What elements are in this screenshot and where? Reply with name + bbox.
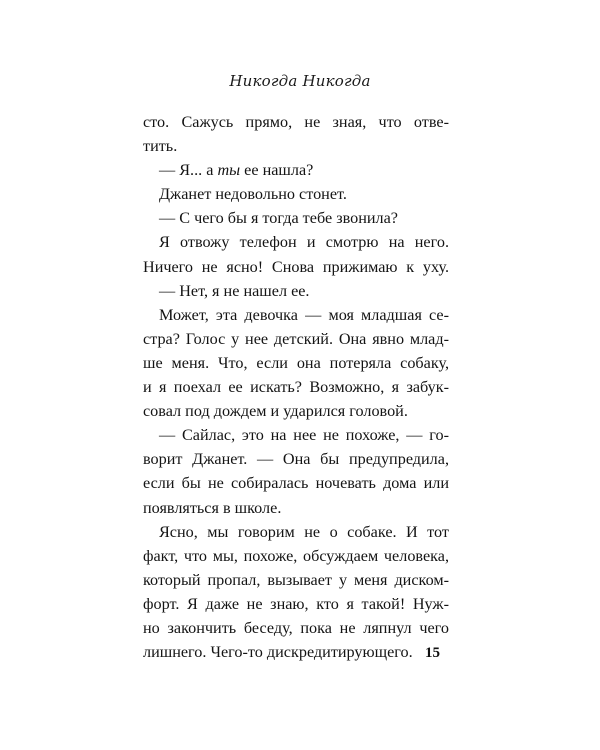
emphasis-word: ты — [217, 161, 241, 180]
text-line: — С чего бы я тогда тебе звонила? — [159, 209, 398, 228]
running-head-title: Никогда Никогда — [229, 72, 371, 90]
text-line: Может, эта девочка — моя младшая се- — [159, 305, 449, 324]
text-line: форт. Я даже не знаю, кто я такой! Нуж- — [143, 594, 449, 613]
text-line: сто. Сажусь прямо, не зная, что отве- — [143, 113, 449, 131]
text-line — [143, 158, 449, 182]
text-line: ворит Джанет. — Она бы предупредила, — [143, 450, 449, 469]
dialogue-end: ее нашла? — [240, 161, 314, 180]
text-line: Я отвожу телефон и смотрю на него. — [159, 233, 449, 252]
text-line: тить. — [143, 137, 178, 156]
dialogue-start: — Я... а — [159, 161, 218, 180]
text-line: который пропал, вызывает у меня диском- — [143, 570, 449, 589]
page-number: 15 — [425, 645, 440, 661]
text-line: и я поехал ее искать? Возможно, я забук- — [143, 378, 449, 397]
text-line: — Нет, я не нашел ее. — [159, 281, 310, 300]
text-line: — Сайлас, это на нее не похоже, — го- — [159, 426, 449, 445]
text-line: лишнего. Чего-то дискредитирующего. — [143, 643, 413, 662]
text-line: но закончить беседу, пока не ляпнул чего — [143, 618, 449, 637]
text-line: Джанет недовольно стонет. — [159, 185, 347, 204]
text-line: ше меня. Что, если она потеряла собаку, — [143, 353, 449, 372]
text-line: если бы не собиралась ночевать дома или — [143, 474, 449, 493]
text-line: Ясно, мы говорим не о собаке. И тот — [159, 522, 449, 541]
text-line: факт, что мы, похоже, обсуждаем человека, — [143, 546, 449, 565]
body-text — [143, 110, 449, 664]
text-line: совал под дождем и ударился головой. — [143, 402, 408, 421]
text-line: Ничего не ясно! Снова прижимаю к уху. — [143, 257, 449, 276]
text-line: появляться в школе. — [143, 498, 282, 517]
text-line: стра? Голос у нее детский. Она явно млад- — [143, 329, 449, 348]
